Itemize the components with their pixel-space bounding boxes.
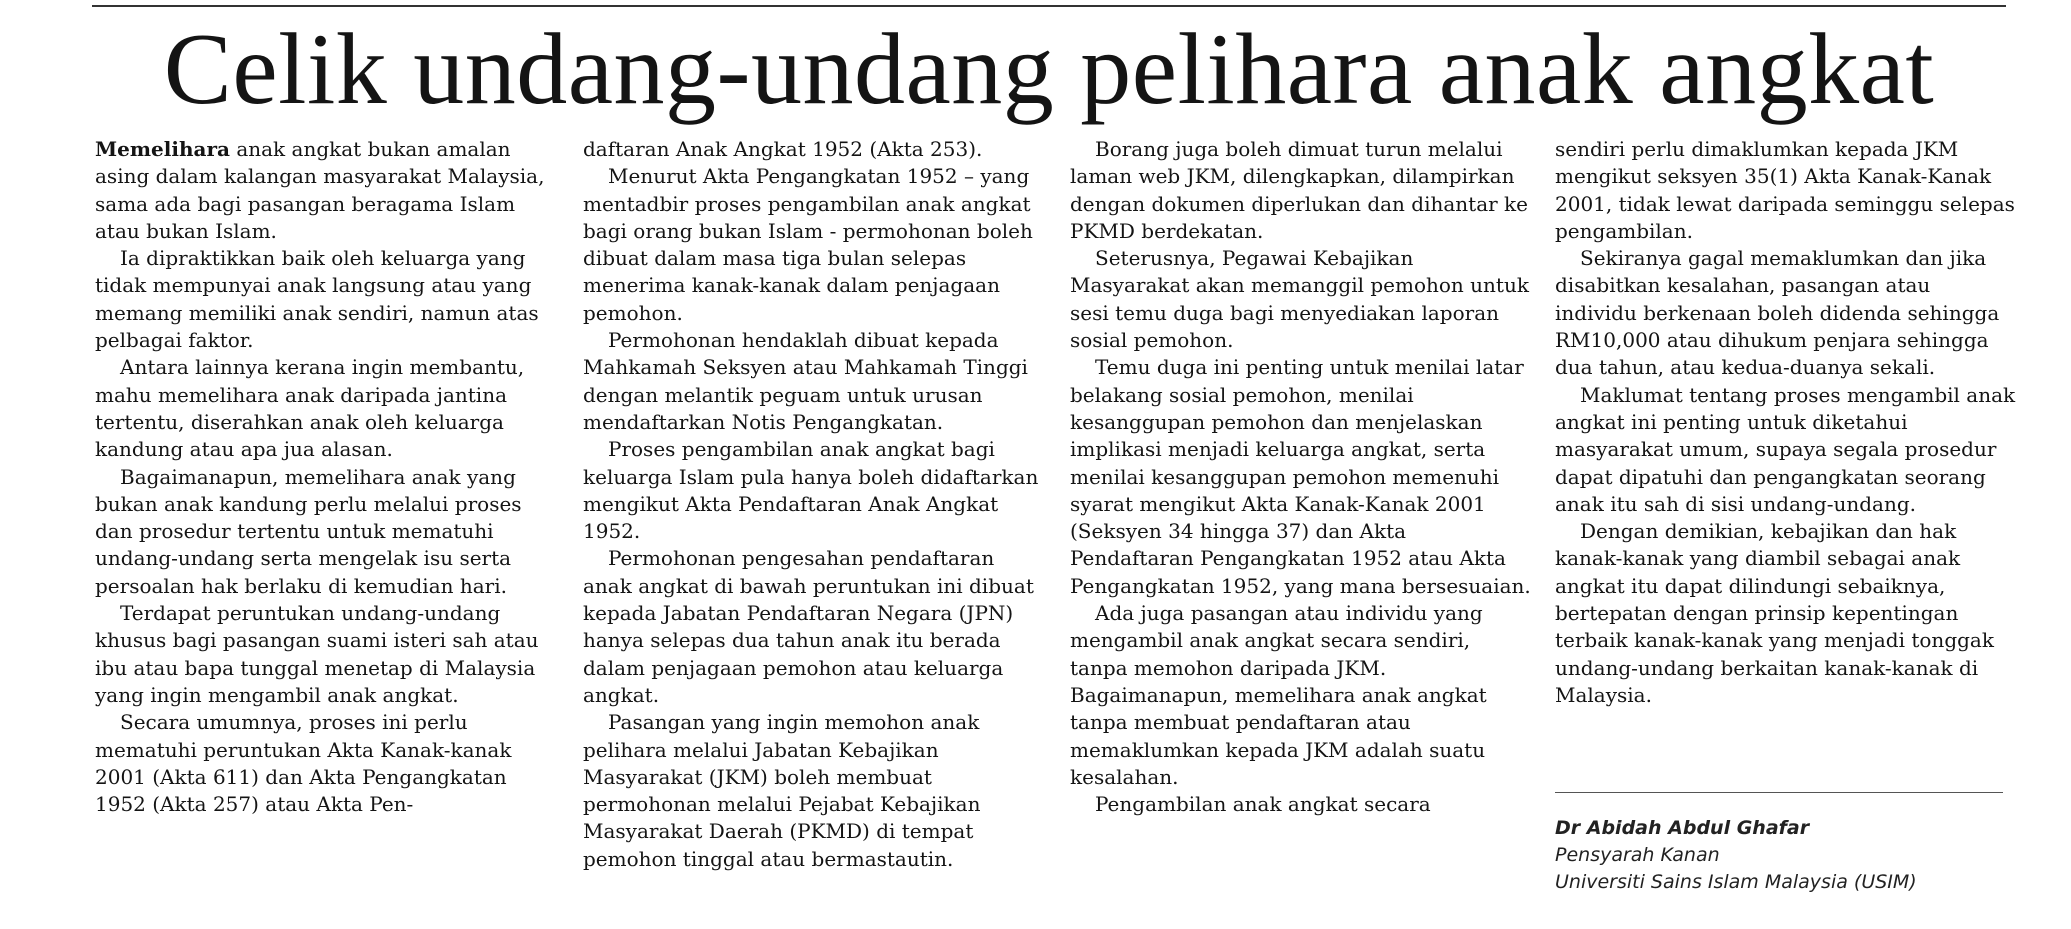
paragraph: Terdapat peruntukan undang-undang khusus bagi pasangan suami isteri sah atau ibu atau bapa tunggal menetap di Malaysia yang ingin mengambil anak angkat. <box>95 601 539 707</box>
paragraph: Ia dipraktikkan baik oleh keluarga yang tidak mempunyai anak langsung atau yang memang memiliki anak sendiri, namun atas pelbagai faktor. <box>95 246 539 353</box>
paragraph: Maklumat tentang proses mengambil anak angkat ini penting untuk diketahui masyarakat umum, supaya segala prosedur dapat dipatuhi dan pengangkatan seorang anak itu sah di sisi undang-undang. <box>1555 382 2016 516</box>
byline-divider <box>1555 792 2003 793</box>
paragraph: Dengan demikian, kebajikan dan hak kanak-kanak yang diambil sebagai anak angkat itu dapat dilindungi sebaiknya, bertepatan dengan prinsip kepentingan terbaik kanak-kanak yang menjadi tonggak undang-undang berkaitan kanak-kanak di Malaysia. <box>1555 519 1994 707</box>
article-column-4 <box>1555 136 2017 709</box>
paragraph: Sekiranya gagal memaklumkan dan jika disabitkan kesalahan, pasangan atau individu berkenaan boleh didenda sehingga RM10,000 atau dihukum penjara sehingga dua tahun, atau kedua-duanya sekali. <box>1555 246 2000 380</box>
article-column-1 <box>95 136 557 818</box>
paragraph: Proses pengambilan anak angkat bagi keluarga Islam pula hanya boleh didaftarkan mengikut Akta Pendaftaran Anak Angkat 1952. <box>583 437 1039 544</box>
paragraph-text: anak angkat bukan amalan asing dalam kalangan masyarakat Malaysia, sama ada bagi pasangan beragama Islam atau bukan Islam. <box>95 137 545 243</box>
paragraph: Borang juga boleh dimuat turun melalui laman web JKM, dilengkapkan, dilampirkan dengan dokumen diperlukan dan dihantar ke PKMD berdekatan. <box>1070 137 1529 243</box>
paragraph: daftaran Anak Angkat 1952 (Akta 253). <box>583 137 983 161</box>
paragraph: Pengambilan anak angkat secara <box>1095 792 1431 817</box>
paragraph: Permohonan pengesahan pendaftaran anak angkat di bawah peruntukan ini dibuat kepada Jabatan Pendaftaran Negara (JPN) hanya selepas dua tahun anak itu berada dalam penjagaan pemohon atau keluarga angkat. <box>583 546 1034 707</box>
byline <box>1555 815 2015 896</box>
paragraph: Pasangan yang ingin memohon anak pelihara melalui Jabatan Kebajikan Masyarakat (JKM) boleh membuat permohonan melalui Pejabat Kebajikan Masyarakat Daerah (PKMD) di tempat pemohon tinggal atau bermastautin. <box>583 710 981 871</box>
paragraph: Antara lainnya kerana ingin membantu, mahu memelihara anak daripada jantina tertentu, diserahkan anak oleh keluarga kandung atau apa jua alasan. <box>95 355 525 462</box>
headline: Celik undang-undang pelihara anak angkat <box>163 13 1935 126</box>
author-name: Dr Abidah Abdul Ghafar <box>1555 817 1810 839</box>
paragraph: sendiri perlu dimaklumkan kepada JKM mengikut seksyen 35(1) Akta Kanak-Kanak 2001, tidak lewat daripada seminggu selepas pengambilan. <box>1555 137 2015 243</box>
paragraph: Temu duga ini penting untuk menilai latar belakang sosial pemohon, menilai kesanggupan pemohon dan menjelaskan implikasi menjadi keluarga angkat, serta menilai kesanggupan pemohon memenuhi syarat mengikut Akta Kanak-Kanak 2001 (Seksyen 34 hingga 37) dan Akta Pendaftaran Pengangkatan 1952 atau Akta Pengangkatan 1952, yang mana bersesuaian. <box>1070 355 1531 598</box>
paragraph: Seterusnya, Pegawai Kebajikan Masyarakat akan memanggil pemohon untuk sesi temu duga bagi menyediakan laporan sosial pemohon. <box>1070 246 1529 353</box>
author-position: Pensyarah Kanan <box>1555 844 1720 866</box>
paragraph: Ada juga pasangan atau individu yang mengambil anak angkat secara sendiri, tanpa memohon daripada JKM. Bagaimanapun, memelihara anak angkat tanpa membuat pendaftaran atau memaklumkan kepada JKM adalah suatu kesalahan. <box>1070 601 1487 789</box>
paragraph <box>95 136 557 245</box>
paragraph: Secara umumnya, proses ini perlu mematuhi peruntukan Akta Kanak-kanak 2001 (Akta 611) dan Akta Pengangkatan 1952 (Akta 257) atau Akta Pen- <box>95 710 512 817</box>
paragraph: Bagaimanapun, memelihara anak yang bukan anak kandung perlu melalui proses dan prosedur tertentu untuk mematuhi undang-undang serta mengelak isu serta persoalan hak berlaku di kemudian hari. <box>95 464 522 598</box>
article-column-2 <box>583 136 1045 873</box>
paragraph: Permohonan hendaklah dibuat kepada Mahkamah Seksyen atau Mahkamah Tinggi dengan melantik peguam untuk urusan mendaftarkan Notis Pengangkatan. <box>583 328 1028 434</box>
article-column-3 <box>1070 136 1532 818</box>
paragraph: Menurut Akta Pengangkatan 1952 – yang mentadbir proses pengambilan anak angkat bagi orang bukan Islam - permohonan boleh dibuat dalam masa tiga bulan selepas menerima kanak-kanak dalam penjagaan pemohon. <box>583 164 1033 325</box>
top-rule <box>92 5 2006 7</box>
author-institution: Universiti Sains Islam Malaysia (USIM) <box>1555 871 1917 893</box>
lead-word: Memelihara <box>95 137 230 161</box>
